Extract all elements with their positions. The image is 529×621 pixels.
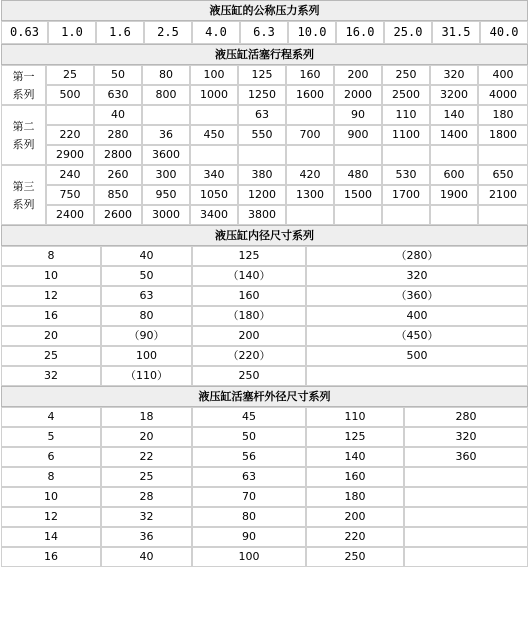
table-cell: 260 (94, 165, 142, 185)
table-cell: 20 (1, 326, 101, 346)
table-cell: 200 (192, 326, 306, 346)
table-cell: 10 (1, 487, 101, 507)
table-cell: 1000 (190, 85, 238, 105)
rod-table (1, 386, 528, 567)
table-cell: 280 (94, 125, 142, 145)
bore-row (1, 346, 528, 366)
table-cell: 320 (306, 266, 528, 286)
table-cell: 14 (1, 527, 101, 547)
table-cell: 530 (382, 165, 430, 185)
table-cell: 240 (46, 165, 94, 185)
table-cell: 280 (404, 407, 528, 427)
table-cell: 160 (286, 65, 334, 85)
table-cell: 220 (46, 125, 94, 145)
table-cell: 45 (192, 407, 306, 427)
table-cell (190, 105, 238, 125)
table-cell: 16.0 (336, 21, 384, 44)
table-cell: 160 (192, 286, 306, 306)
table-cell (404, 547, 528, 567)
series-label (1, 65, 46, 105)
table-cell: 300 (142, 165, 190, 185)
table-cell: 110 (382, 105, 430, 125)
table-cell: 50 (101, 266, 192, 286)
table-cell: 50 (192, 427, 306, 447)
table-cell: 2500 (382, 85, 430, 105)
table-cell (286, 145, 334, 165)
table-cell (430, 145, 478, 165)
table-cell: 32 (101, 507, 192, 527)
stroke-row (1, 145, 528, 165)
table-cell: 125 (306, 427, 404, 447)
table-cell: 40.0 (480, 21, 528, 44)
series-label (1, 105, 46, 165)
bore-table (1, 225, 528, 386)
table-cell: 1100 (382, 125, 430, 145)
table-cell (404, 487, 528, 507)
table-cell: 380 (238, 165, 286, 185)
table-cell: 28 (101, 487, 192, 507)
table-cell: 0.63 (1, 21, 48, 44)
table-cell: 50 (94, 65, 142, 85)
table-cell: 360 (404, 447, 528, 467)
table-cell: 200 (306, 507, 404, 527)
table-cell: 12 (1, 286, 101, 306)
table-cell: 22 (101, 447, 192, 467)
bore-title: 液压缸内径尺寸系列 (1, 225, 528, 246)
rod-title: 液压缸活塞杆外径尺寸系列 (1, 386, 528, 407)
table-cell: 80 (192, 507, 306, 527)
table-cell: 100 (101, 346, 192, 366)
table-cell (334, 145, 382, 165)
table-cell: 2400 (46, 205, 94, 225)
table-cell (382, 205, 430, 225)
table-cell: 320 (430, 65, 478, 85)
table-cell: 80 (101, 306, 192, 326)
table-cell: 1300 (286, 185, 334, 205)
table-cell: 25 (101, 467, 192, 487)
stroke-row (1, 125, 528, 145)
bore-row (1, 246, 528, 266)
stroke-row (1, 85, 528, 105)
table-cell: 3200 (430, 85, 478, 105)
series-label-line2: 系列 (12, 197, 35, 211)
table-cell: 1400 (430, 125, 478, 145)
rod-row (1, 547, 528, 567)
table-cell (404, 467, 528, 487)
table-cell: 18 (101, 407, 192, 427)
table-cell: 25 (46, 65, 94, 85)
stroke-row (1, 165, 528, 185)
table-cell: 3600 (142, 145, 190, 165)
table-cell: 3800 (238, 205, 286, 225)
bore-row (1, 266, 528, 286)
table-cell: 40 (101, 246, 192, 266)
table-cell: 80 (142, 65, 190, 85)
table-cell: 1050 (190, 185, 238, 205)
table-cell: 500 (46, 85, 94, 105)
table-cell: 63 (238, 105, 286, 125)
table-cell: 32 (1, 366, 101, 386)
table-cell: 1700 (382, 185, 430, 205)
table-cell: 140 (430, 105, 478, 125)
table-cell: 750 (46, 185, 94, 205)
table-cell: 63 (101, 286, 192, 306)
stroke-table (1, 65, 528, 225)
table-cell: 420 (286, 165, 334, 185)
table-cell: 63 (192, 467, 306, 487)
table-cell: 10.0 (288, 21, 336, 44)
rod-row (1, 487, 528, 507)
stroke-row (1, 65, 528, 85)
pressure-table (1, 0, 528, 65)
table-cell: 6.3 (240, 21, 288, 44)
table-cell: 5 (1, 427, 101, 447)
table-cell: 400 (478, 65, 528, 85)
table-cell: 900 (334, 125, 382, 145)
rod-row (1, 427, 528, 447)
rod-row (1, 507, 528, 527)
table-cell: 100 (192, 547, 306, 567)
table-cell: 450 (190, 125, 238, 145)
table-cell: 100 (190, 65, 238, 85)
table-cell: 250 (382, 65, 430, 85)
table-cell: 650 (478, 165, 528, 185)
bore-row (1, 326, 528, 346)
rod-row (1, 447, 528, 467)
table-cell: 1200 (238, 185, 286, 205)
table-cell: 1250 (238, 85, 286, 105)
table-cell: 6 (1, 447, 101, 467)
table-cell: 90 (192, 527, 306, 547)
bore-row (1, 366, 528, 386)
table-cell (404, 507, 528, 527)
table-cell: 40 (94, 105, 142, 125)
table-cell: 125 (238, 65, 286, 85)
table-cell: 180 (306, 487, 404, 507)
table-cell (334, 205, 382, 225)
table-cell: 125 (192, 246, 306, 266)
stroke-row (1, 205, 528, 225)
table-cell (382, 145, 430, 165)
series-label-line1: 第二 (12, 119, 35, 133)
table-cell: 220 (306, 527, 404, 547)
table-cell: 1900 (430, 185, 478, 205)
table-cell: 160 (306, 467, 404, 487)
table-cell: （360） (306, 286, 528, 306)
table-cell: 2800 (94, 145, 142, 165)
table-cell: （280） (306, 246, 528, 266)
table-cell: 36 (142, 125, 190, 145)
table-cell: 950 (142, 185, 190, 205)
table-cell: 2.5 (144, 21, 192, 44)
table-cell: 340 (190, 165, 238, 185)
table-cell: （180） (192, 306, 306, 326)
table-cell: 500 (306, 346, 528, 366)
table-cell: （90） (101, 326, 192, 346)
table-cell (142, 105, 190, 125)
table-cell: 2100 (478, 185, 528, 205)
table-cell: （110） (101, 366, 192, 386)
table-cell: 320 (404, 427, 528, 447)
table-cell: 10 (1, 266, 101, 286)
table-cell: 25 (1, 346, 101, 366)
table-cell: 1500 (334, 185, 382, 205)
table-cell: 3000 (142, 205, 190, 225)
table-cell: 8 (1, 467, 101, 487)
table-cell: 12 (1, 507, 101, 527)
table-cell (478, 205, 528, 225)
table-cell: 2900 (46, 145, 94, 165)
rod-row (1, 407, 528, 427)
table-cell: 90 (334, 105, 382, 125)
table-cell (404, 527, 528, 547)
pressure-title: 液压缸的公称压力系列 (1, 0, 528, 21)
table-cell: 8 (1, 246, 101, 266)
table-cell: （220） (192, 346, 306, 366)
table-cell: 250 (192, 366, 306, 386)
rod-row (1, 527, 528, 547)
table-cell: 630 (94, 85, 142, 105)
table-cell (430, 205, 478, 225)
table-cell: 36 (101, 527, 192, 547)
table-cell: 40 (101, 547, 192, 567)
table-cell: 2000 (334, 85, 382, 105)
table-cell: 1600 (286, 85, 334, 105)
table-cell: 1800 (478, 125, 528, 145)
series-label (1, 165, 46, 225)
table-cell: 25.0 (384, 21, 432, 44)
table-cell: 56 (192, 447, 306, 467)
stroke-title: 液压缸活塞行程系列 (1, 44, 528, 65)
series-label-line1: 第一 (12, 69, 35, 83)
table-cell: 180 (478, 105, 528, 125)
table-cell (46, 105, 94, 125)
table-cell: 110 (306, 407, 404, 427)
series-label-line2: 系列 (12, 137, 35, 151)
table-cell: 20 (101, 427, 192, 447)
series-label-line1: 第三 (12, 179, 35, 193)
bore-row (1, 286, 528, 306)
pressure-values-row (1, 21, 528, 44)
table-cell (190, 145, 238, 165)
table-cell: 70 (192, 487, 306, 507)
table-cell: 31.5 (432, 21, 480, 44)
stroke-row (1, 105, 528, 125)
table-cell (286, 105, 334, 125)
table-cell: 16 (1, 306, 101, 326)
bore-row (1, 306, 528, 326)
table-cell: 16 (1, 547, 101, 567)
table-cell: 140 (306, 447, 404, 467)
table-cell: 1.0 (48, 21, 96, 44)
table-cell: 250 (306, 547, 404, 567)
table-cell (286, 205, 334, 225)
table-cell (306, 366, 528, 386)
table-cell: （450） (306, 326, 528, 346)
table-cell: 4.0 (192, 21, 240, 44)
table-cell: 400 (306, 306, 528, 326)
table-cell: 200 (334, 65, 382, 85)
table-cell: 550 (238, 125, 286, 145)
table-cell: 3400 (190, 205, 238, 225)
table-cell: （140） (192, 266, 306, 286)
table-cell: 2600 (94, 205, 142, 225)
table-cell: 700 (286, 125, 334, 145)
table-cell: 800 (142, 85, 190, 105)
table-cell: 600 (430, 165, 478, 185)
table-cell: 850 (94, 185, 142, 205)
table-cell: 4 (1, 407, 101, 427)
table-cell (478, 145, 528, 165)
rod-row (1, 467, 528, 487)
stroke-row (1, 185, 528, 205)
table-cell: 480 (334, 165, 382, 185)
table-cell (238, 145, 286, 165)
series-label-line2: 系列 (12, 87, 35, 101)
table-cell: 4000 (478, 85, 528, 105)
table-cell: 1.6 (96, 21, 144, 44)
